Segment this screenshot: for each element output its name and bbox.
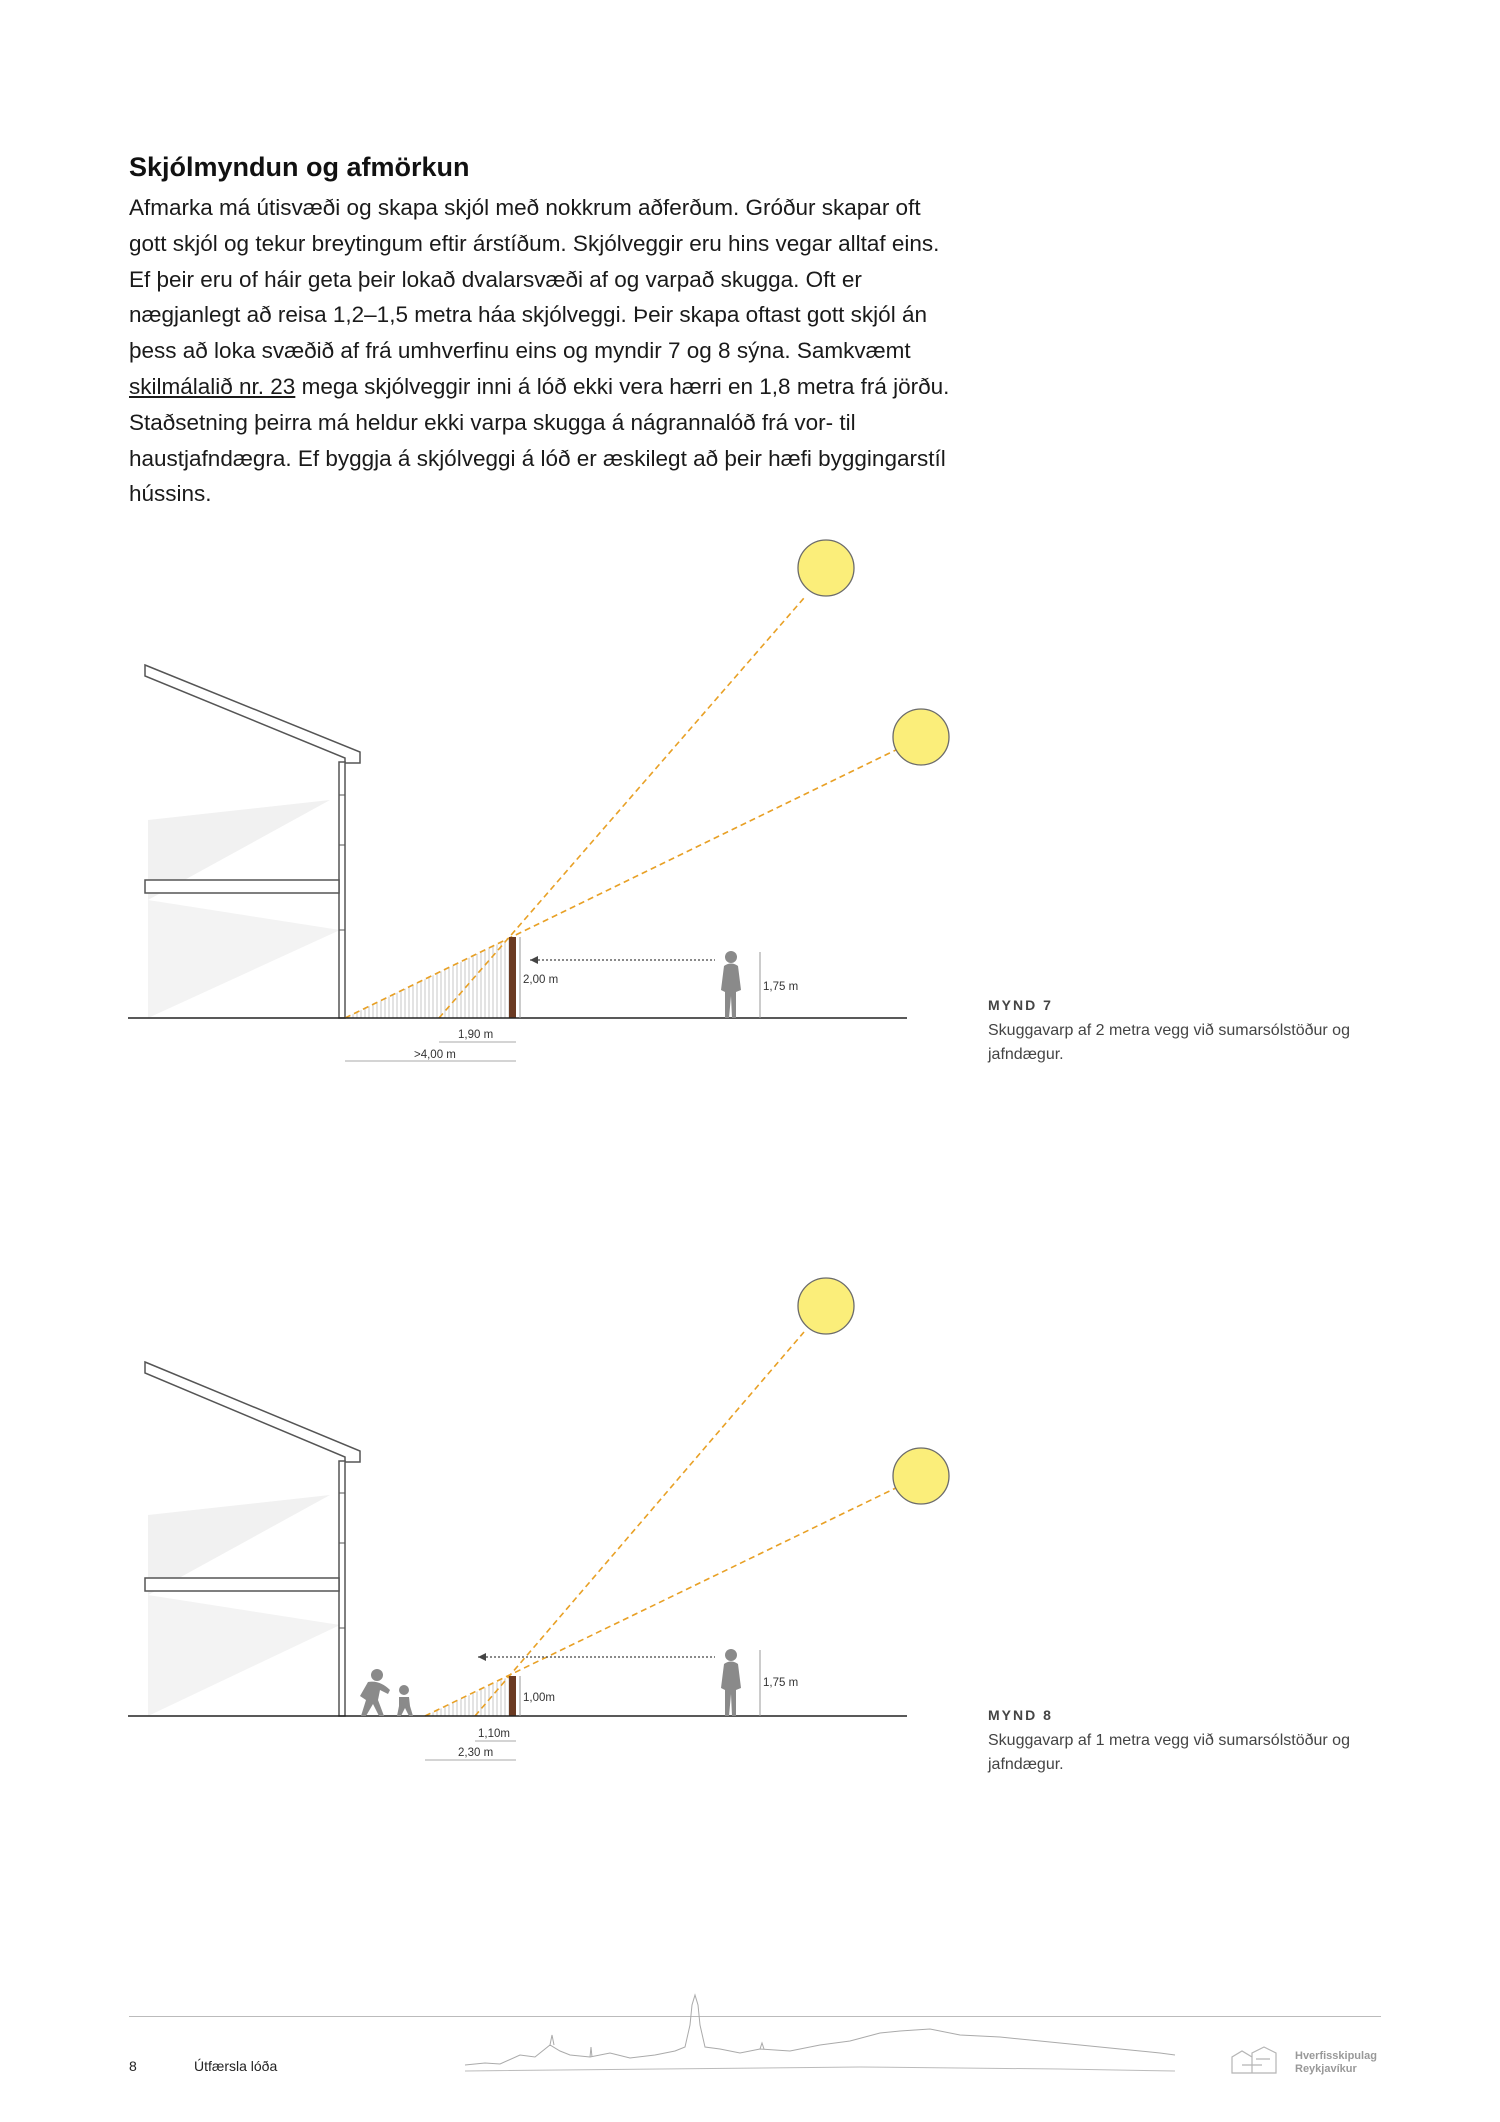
sun-equinox <box>893 709 949 765</box>
sun-summer <box>798 540 854 596</box>
shadow-equinox-label: 1,10m <box>478 1728 510 1740</box>
logo-line-1: Hverfisskipulag <box>1295 2050 1377 2062</box>
house-wall <box>339 762 345 1018</box>
shadow-equinox-label: 1,90 m <box>458 1029 494 1041</box>
wall-height-label: 1,00m <box>523 1692 555 1704</box>
body-text-part-1: Afmarka má útisvæði og skapa skjól með nokkrum aðferðum. Gróður skapar oft gott skjól og tekur breytingum eftir árstíðum. Skjólveggir eru hins vegar alltaf eins. Ef þeir eru of háir geta þeir lokað dvalarsvæði af og varpað skugga. Oft er nægjanlegt að reisa 1,2–1,5 metra háa skjólveggi. Þeir skapa oftast gott skjól án þess að loka svæðið af frá umhverfinu eins og myndir 7 og 8 sýna. Samkvæmt <box>129 195 940 364</box>
page-number: 8 <box>129 2058 137 2074</box>
house-roof <box>145 1362 360 1462</box>
shadow-total-label: 2,30 m <box>458 1747 494 1759</box>
house-interior-light <box>148 900 340 1018</box>
sun-ray-summer <box>475 1332 804 1716</box>
figure-7-caption <box>988 997 1408 1067</box>
figure-8-diagram <box>0 1265 960 1775</box>
sun-equinox <box>893 1448 949 1504</box>
figure-8-number: MYND 8 <box>988 1707 1053 1723</box>
sun-ray-summer <box>439 598 804 1018</box>
body-text-part-2: mega skjólveggir inni á lóð ekki vera hærri en 1,8 metra frá jörðu. Staðsetning þeirra má heldur ekki varpa skugga á nágrannalóð frá vor- til haustjafndægra. Ef byggja á skjólveggi á lóð er æskilegt að þeir hæfi byggingarstíl hússins. <box>129 373 950 507</box>
house-floor-slab <box>145 880 339 893</box>
figure-7-diagram <box>0 530 960 1070</box>
house-wall <box>339 1461 345 1716</box>
sun-ray-equinox <box>425 1485 902 1716</box>
terms-link[interactable]: skilmálalið nr. 23 <box>129 373 296 399</box>
body-paragraph <box>129 190 959 512</box>
section-name: Útfærsla lóða <box>194 2058 278 2074</box>
shelter-wall <box>509 937 516 1018</box>
logo-line-2: Reykjavíkur <box>1295 2063 1357 2075</box>
shadow-total-label: >4,00 m <box>414 1049 456 1061</box>
section-heading: Skjólmyndun og afmörkun <box>129 152 470 182</box>
city-skyline-illustration <box>460 1985 1180 2075</box>
person-figure <box>721 951 741 1018</box>
person-height-label: 1,75 m <box>763 981 799 993</box>
house-floor-slab <box>145 1578 339 1591</box>
sun-summer <box>798 1278 854 1334</box>
shelter-wall <box>509 1676 516 1716</box>
logo-text <box>1295 2050 1377 2076</box>
house-interior-light <box>148 1595 340 1716</box>
adult-with-child-figure <box>360 1669 413 1716</box>
figure-8-description: Skuggavarp af 1 metra vegg við sumarsólstöður og jafndægur. <box>988 1732 1350 1773</box>
house-roof <box>145 665 360 763</box>
person-height-label: 1,75 m <box>763 1677 799 1689</box>
logo-icon <box>1230 2043 1290 2079</box>
wall-height-label: 2,00 m <box>523 974 559 986</box>
sun-ray-equinox <box>345 747 902 1018</box>
figure-7-description: Skuggavarp af 2 metra vegg við sumarsólstöður og jafndægur. <box>988 1022 1350 1063</box>
figure-8-caption <box>988 1707 1408 1777</box>
figure-7-number: MYND 7 <box>988 997 1053 1013</box>
person-figure <box>721 1649 741 1716</box>
